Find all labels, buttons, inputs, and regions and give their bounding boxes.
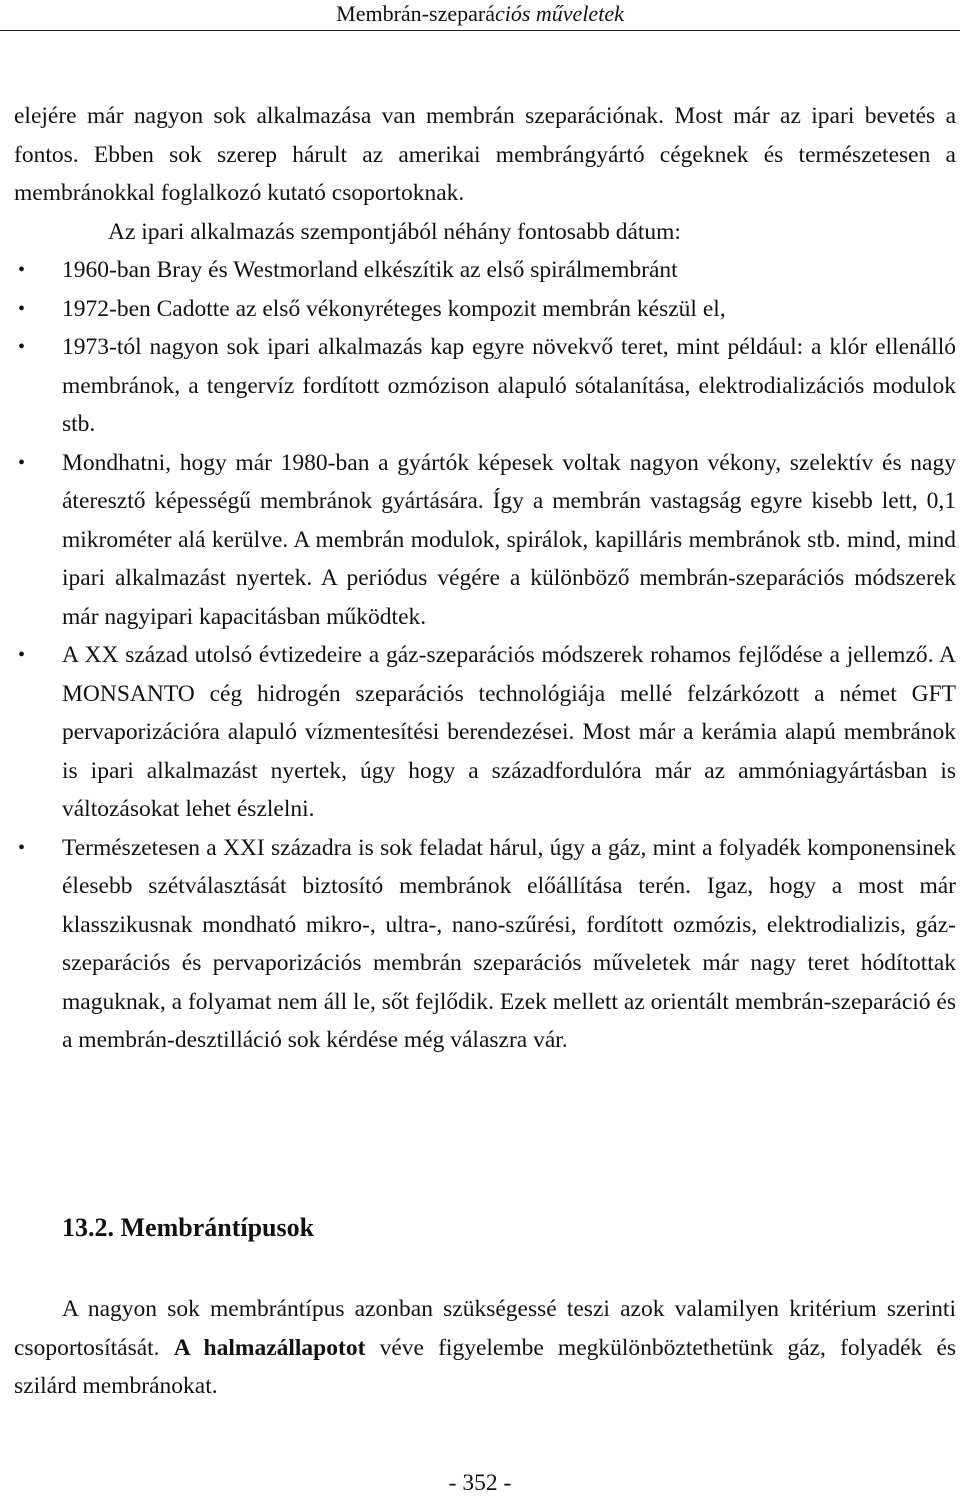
main-text — [14, 97, 956, 1060]
bullet-icon: • — [18, 644, 26, 666]
list-item — [14, 636, 956, 829]
list-item-text: Természetesen a XXI századra is sok feladat hárul, úgy a gáz, mint a folyadék komponensinek élesebb szétválasztását biztosító membránok előállítása terén. Igaz, hogy a most már klasszikusnak mondható mikro-, ultra-, nano-szűrési, fordított ozmózis, elektrodializis, gáz-szeparációs és pervaporizációs membrán szeparációs műveletek már nagy teret hódítottak maguknak, a folyamat nem áll le, sőt fejlődik. Ezek mellett az orientált membrán-szeparáció és a membrán-desztilláció sok kérdése még válaszra vár. — [62, 834, 956, 1053]
section-text-bold: A halmazállapotot — [173, 1334, 366, 1361]
section-text-before: A nagyon sok membrántípus azonban szükségessé teszi azok valamilyen kritérium szerinti csoportosítását. — [14, 1296, 956, 1361]
section-paragraph — [14, 1290, 956, 1406]
section-text — [14, 1290, 956, 1406]
dates-intro: Az ipari alkalmazás szempontjából néhány fontosabb dátum: — [108, 218, 681, 245]
list-item — [14, 290, 956, 329]
bullet-icon: • — [18, 259, 26, 281]
header-title-italic: ciós műveletek — [494, 1, 624, 26]
section-heading: 13.2. Membrántípusok — [62, 1213, 315, 1242]
dates-list — [14, 251, 956, 1060]
bullet-icon: • — [18, 297, 26, 320]
list-item-text: 1972-ben Cadotte az első vékonyréteges kompozit membrán készül el, — [62, 295, 726, 322]
list-item-text: Mondhatni, hogy már 1980-ban a gyártók képesek voltak nagyon vékony, szelektív és nagy áteresztő képességű membránok gyártására. Így a membrán vastagság egyre kisebb lett, 0,1 mikrométer alá kerülve. A membrán modulok, spirálok, kapilláris membránok stb. mind, mind ipari alkalmazást nyertek. A periódus végére a különböző membrán-szeparációs módszerek már nagyipari kapacitásban működtek. — [62, 449, 956, 630]
header-title: Membrán-szepará — [336, 1, 495, 26]
list-item — [14, 251, 956, 290]
list-item-text: 1960-ban Bray és Westmorland elkészítik az első spirálmembránt — [62, 257, 678, 283]
bullet-icon: • — [18, 336, 26, 358]
page-number: - 352 - — [448, 1470, 512, 1496]
list-item — [14, 829, 956, 1060]
bullet-icon: • — [18, 451, 26, 474]
running-header — [0, 0, 960, 31]
list-item-text: A XX század utolsó évtizedeire a gáz-szeparációs módszerek rohamos fejlődése a jellemző. A MONSANTO cég hidrogén szeparációs technológiája mellé felzárkózott a német GFT pervaporizációra alapuló vízmentesítési berendezései. Most már a kerámia alapú membránok is ipari alkalmazást nyertek, úgy hogy a századfordulóra már az ammóniagyártásban is változásokat lehet észlelni. — [62, 642, 956, 822]
intro-paragraph: elejére már nagyon sok alkalmazása van membrán szeparációnak. Most már az ipari bevetés a fontos. Ebben sok szerep hárult az amerikai membrángyártó cégeknek és természetesen a membránokkal foglalkozó kutató csoportoknak. — [14, 103, 956, 206]
list-item-text: 1973-tól nagyon sok ipari alkalmazás kap egyre növekvő teret, mint például: a klór ellenálló membránok, a tengervíz fordított ozmózison alapuló sótalanítása, elektrodializációs modulok stb. — [62, 334, 956, 437]
list-item — [14, 444, 956, 637]
bullet-icon: • — [18, 836, 26, 859]
section-text-after: véve figyelembe megkülönböztethetünk gáz, folyadék és szilárd membránokat. — [14, 1334, 957, 1399]
list-item — [14, 328, 956, 444]
